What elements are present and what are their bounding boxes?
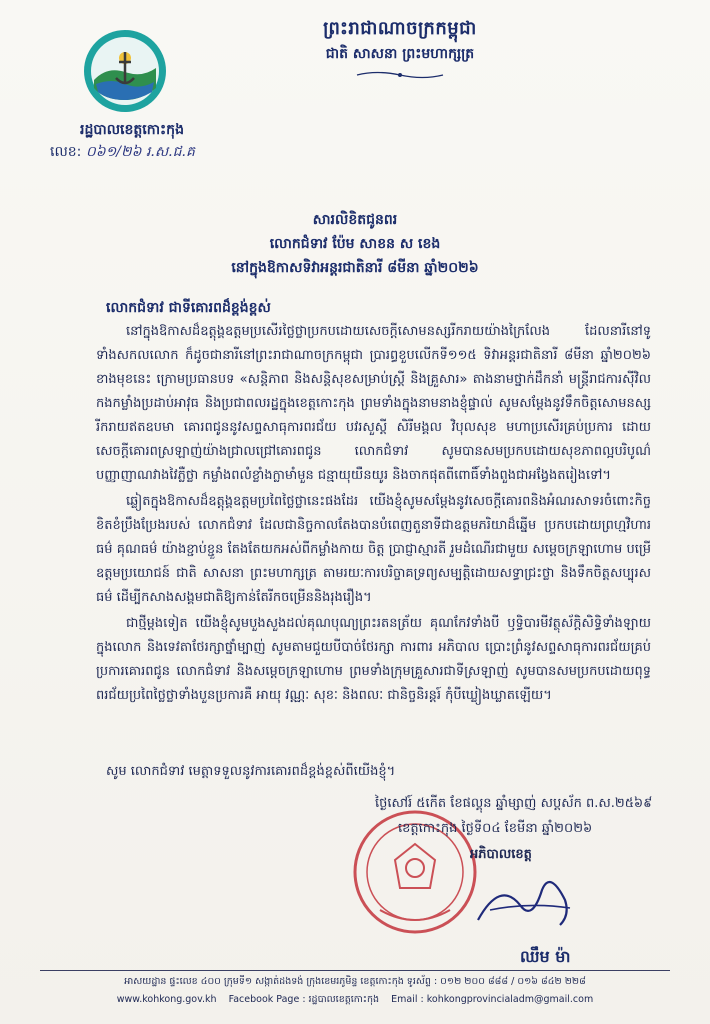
reference-number [50, 142, 195, 163]
date-solar: ខេត្តកោះកុង ថ្ងៃទី០៤ ខែមីនា ឆ្នាំ២០២៦ [398, 821, 593, 836]
signer-title: អភិបាលខេត្ត [470, 847, 532, 862]
letter-recipient: លោកជំទាវ ប៉ែម សាខន ស ខេង [269, 236, 441, 252]
closing-line: សូម លោកជំទាវ មេត្តាទទួលនូវការគោរពដ៏ខ្ពង់ខ្ពស់ពីយើងខ្ញុំ។ [106, 764, 396, 779]
handwritten-signature-icon [470, 860, 580, 940]
date-lunar: ថ្ងៃសៅរ៍ ៥កើត ខែផល្គុន ឆ្នាំម្សាញ់ សប្តស័ក ព.ស.២៥៦៩ [375, 796, 653, 811]
national-motto: ជាតិ សាសនា ព្រះមហាក្សត្រ [325, 46, 475, 62]
administration-name: រដ្ឋបាលខេត្តកោះកុង [80, 122, 184, 138]
footer-website[interactable]: www.kohkong.gov.kh [116, 994, 217, 1005]
letter-title: សារលិខិតជូនពរ [312, 212, 398, 228]
letter-occasion: នៅក្នុងឱកាសទិវាអន្តរជាតិនារី ៨មីនា ឆ្នាំ២០២៦ [231, 260, 479, 276]
koh-kong-provincial-seal-icon [82, 28, 168, 114]
paragraph-3: ជាថ្មីម្តងទៀត យើងខ្ញុំសូមបួងសួងដល់គុណបុណ្យព្រះរតនត្រ័យ គុណកែវទាំងបី ឫទ្ធិបារមីវត្ថុស័ក្តិសិទ្ធិទាំងឡាយក្នុងលោក និងទេវតាថែរក្សាថ្នាំម្បាញ់ សូមតាមជួយបីបាច់ថែរក្សា ការពារ អភិបាល ប្រោះព្រំនូវសព្ទសាធុការពរជ័យគ្រប់ប្រការគោរពជូន លោកជំទាវ និងសម្តេចក្រឡាហោម ព្រមទាំងក្រុមគ្រួសារជាទីស្រឡាញ់ សូមបានសមប្រកបដោយពុទ្ធពរជ័យប្រពៃថ្លៃថ្លាទាំងបួនប្រការគឺ អាយុ វណ្ណៈ សុខៈ និងពលៈ ជានិច្ចនិរន្តរ៍ កុំបីឃ្លៀងឃ្លាតឡើយ។ [96, 616, 651, 703]
reference-value: ០៦១/២៦ រ.ស.ជ.គ [85, 144, 195, 160]
footer-contacts [0, 993, 710, 1007]
footer-divider [40, 970, 670, 971]
footer-address: អាសយដ្ឋាន ផ្ទះលេខ ៤០០ ក្រុមទី១ សង្កាត់ដងទង់ ក្រុងខេមរភូមិន្ទ ខេត្តកោះកុង ទូរស័ព្ទ : ០១២ ២០០ ៨៨៨ / ០១៦ ៨៤២ ២២៨ [124, 976, 586, 987]
paragraph-1: នៅក្នុងឱកាសដ៏ឧត្តុង្គឧត្តមប្រសើរថ្លៃថ្លាប្រកបដោយសេចក្តីសោមនស្សរីករាយយ៉ាងក្រៃលែង ដែលនារីនៅទូទាំងសកលលោក ក៏ដូចជានារីនៅព្រះរាជាណាចក្រកម្ពុជា ប្រារព្ធខួបលើកទី១១៥ ទិវាអន្តរជាតិនារី ៨មីនា ឆ្នាំ២០២៦ ខាងមុខនេះ ក្រោមប្រធានបទ «សន្តិភាព និងសន្តិសុខសម្រាប់ស្ត្រី និងគ្រួសារ» តាងនាមថ្នាក់ដឹកនាំ មន្ត្រីរាជការស៊ីវិល កងកម្លាំងប្រដាប់អាវុធ និងប្រជាពលរដ្ឋក្នុងខេត្តកោះកុង ព្រមទាំងក្នុងនាមនាងខ្ញុំផ្ទាល់ សូមសម្តែងនូវទឹកចិត្តសោមនស្សរីករាយឥតឧបមា គោរពជូននូវសព្ទសាធុការពរជ័យ បវរសួស្តី សិរីមង្គល វិបុលសុខ មហាប្រសើរគ្រប់ប្រការ ដោយសេចក្តីគោរពស្រឡាញ់យ៉ាងជ្រាលជ្រៅគោរពជូន លោកជំទាវ សូមបានសមប្រកបដោយសុខភាពល្អបរិបូណ៌ បញ្ញាញាណវាងវៃភ្លឺថ្លា កម្លាំងពលំខ្លាំងក្លាមាំមួន ជន្មាយុយឺនយូរ និងចាកផុតពីពោធិ៍ទាំងពួងជាអង្វែងតរៀងទៅ។ [96, 324, 651, 483]
paragraph-2: ឆ្លៀតក្នុងឱកាសដ៏ឧត្តុង្គឧត្តមប្រពៃថ្លៃថ្លានេះផងដែរ យើងខ្ញុំសូមសម្តែងនូវសេចក្តីគោរពនិងអំណរសាទរចំពោះកិច្ចខិតខំប្រឹងប្រែងរបស់ លោកជំទាវ ដែលជានិច្ចកាលតែងបានបំពេញតួនាទីជាឧត្តមភរិយាដ៏ឆ្នើម ប្រកបដោយព្រហ្មវិហារធម៌ គុណធម៌ យ៉ាងខ្ជាប់ខ្ជួន តែងតែយកអស់ពីកម្លាំងកាយ ចិត្ត ប្រាជ្ញាស្មារតី រួមដំណើរជាមួយ សម្តេចក្រឡាហោម បម្រើឧត្តមប្រយោជន៍ ជាតិ សាសនា ព្រះមហាក្សត្រ តាមរយៈការបរិច្ចាគទ្រព្យសម្បត្តិដោយសទ្ធាជ្រះថ្លា និងទឹកចិត្តសប្បុរសធម៌ ដើម្បីកសាងសង្គមជាតិឱ្យកាន់តែរីកចម្រើននិងរុងរឿង។ [96, 494, 651, 605]
kingdom-heading: ព្រះរាជាណាចក្រកម្ពុជា [323, 18, 477, 39]
letter-body [96, 320, 651, 710]
salutation: លោកជំទាវ ជាទីគោរពដ៏ខ្ពង់ខ្ពស់ [106, 300, 271, 316]
footer-email[interactable]: Email : kohkongprovincialadm@gmail.com [391, 994, 594, 1005]
signer-name: ឈឹម ម៉ា [520, 947, 571, 966]
footer-facebook[interactable]: Facebook Page : រដ្ឋបាលខេត្តកោះកុង [228, 994, 380, 1005]
divider-ornament-icon [355, 70, 445, 80]
reference-label: លេខ: [50, 144, 82, 160]
